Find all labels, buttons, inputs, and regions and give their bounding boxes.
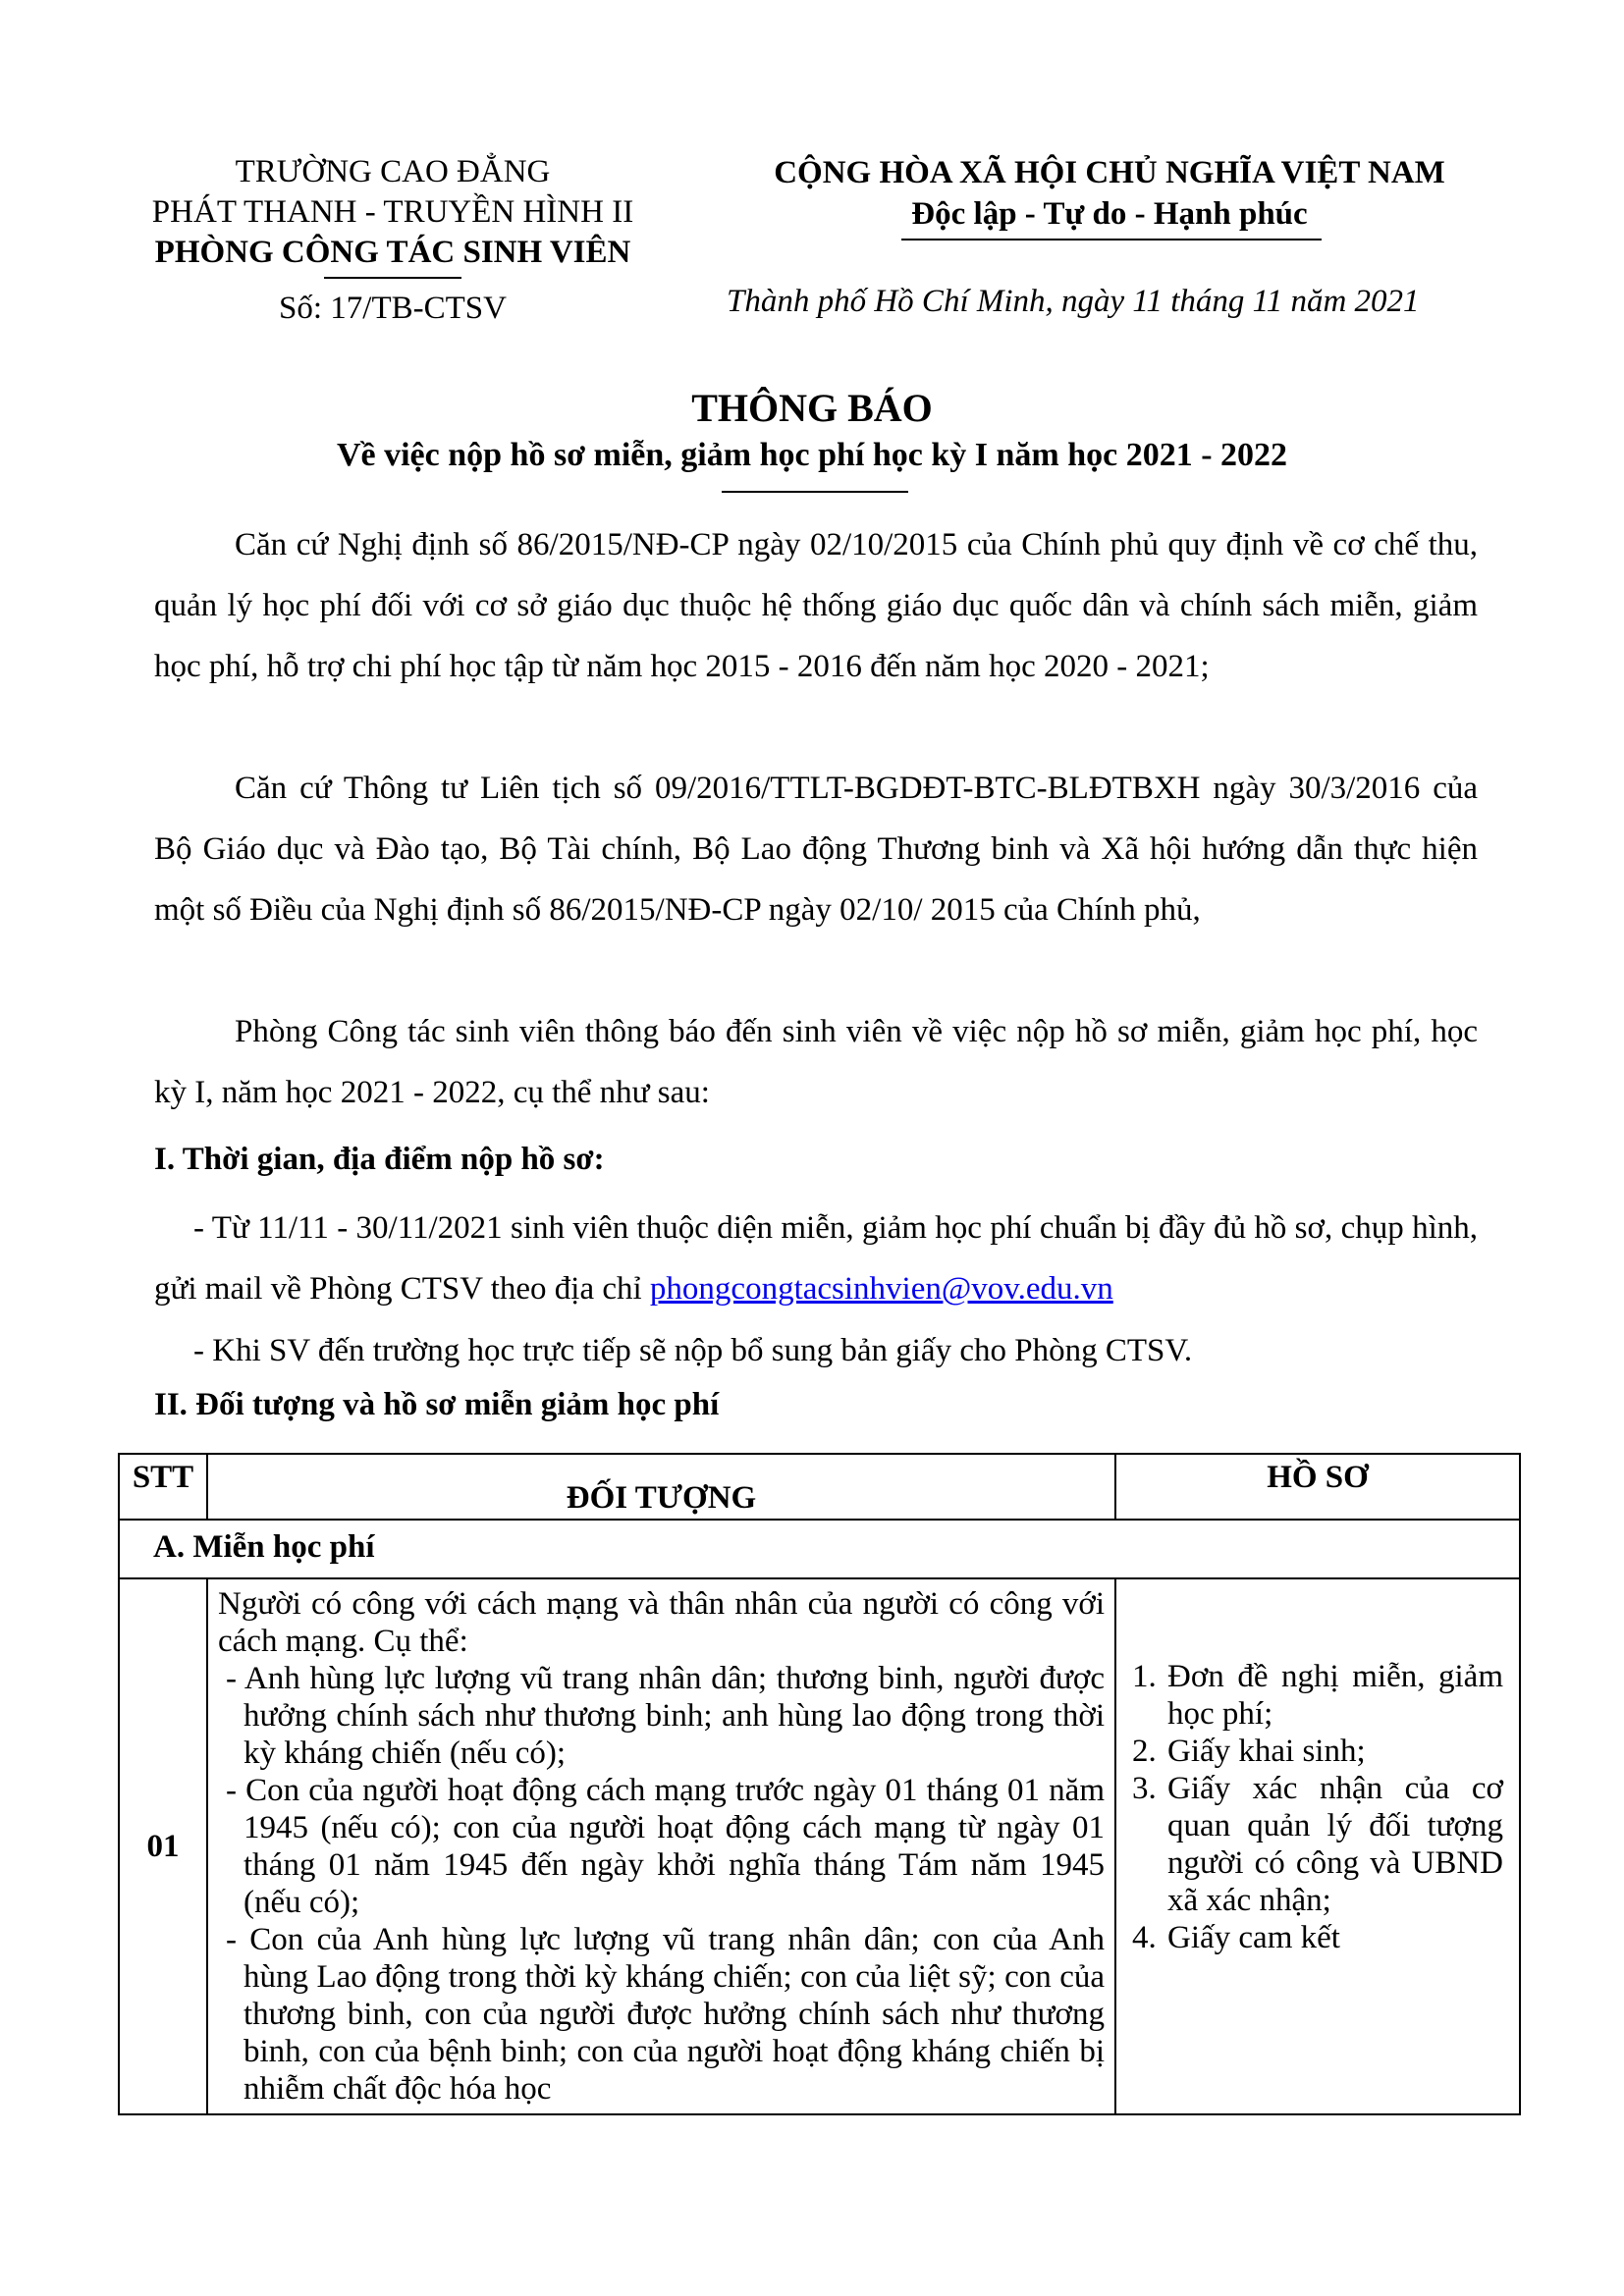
beneficiary-item: - Anh hùng lực lượng vũ trang nhân dân; thương binh, người được hưởng chính sách như thương binh; anh hùng lao động trong thời kỳ kháng chiến (nếu có); [226,1661,1105,1771]
document-item-number: 1. [1132,1659,1157,1694]
beneficiary-intro: Người có công với cách mạng và thân nhân của người có công với cách mạng. Cụ thể: [218,1586,1105,1659]
beneficiary-item: - Con của Anh hùng lực lượng vũ trang nhân dân; con của Anh hùng Lao động trong thời kỳ kháng chiến; con của liệt sỹ; con của thương binh, con của người được hưởng chính sách như thương binh, con của bệnh binh; con của người hoạt động kháng chiến bị nhiễm chất độc hóa học [226,1922,1105,2107]
table-header-row [119,1454,1520,1520]
document-item-text: Giấy khai sinh; [1167,1734,1366,1769]
beneficiary-item: - Con của người hoạt động cách mạng trước ngày 01 tháng 01 năm 1945 (nếu có); con của người hoạt động cách mạng từ ngày 01 tháng 01 năm 1945 đến ngày khởi nghĩa tháng Tám năm 1945 (nếu có); [226,1773,1105,1920]
paragraph-circular: Căn cứ Thông tư Liên tịch số 09/2016/TTLT-BGDĐT-BTC-BLĐTBXH ngày 30/3/2016 của Bộ Giáo dục và Đào tạo, Bộ Tài chính, Bộ Lao động Thương binh và Xã hội hướng dẫn thực hiện một số Điều của Nghị định số 86/2015/NĐ-CP ngày 02/10/ 2015 của Chính phủ, [154,771,1478,928]
nation-name: CỘNG HÒA XÃ HỘI CHỦ NGHĨA VIỆT NAM [774,155,1445,190]
section-a-label: A. Miễn học phí [119,1520,1520,1578]
document-number: Số: 17/TB-CTSV [279,291,507,326]
bullet-submission-text: - Từ 11/11 - 30/11/2021 sinh viên thuộc diện miễn, giảm học phí chuẩn bị đầy đủ hồ sơ, chụp hình, gửi mail về Phòng CTSV theo địa chỉ [154,1210,1478,1307]
table-row [119,1578,1520,2114]
document-item-text: Giấy cam kết [1167,1920,1340,1955]
place-and-date: Thành phố Hồ Chí Minh, ngày 11 tháng 11 năm 2021 [727,284,1420,319]
document-item-number: 2. [1132,1734,1157,1769]
beneficiary-description [207,1578,1115,2114]
section-1-heading: I. Thời gian, địa điểm nộp hồ sơ: [154,1142,605,1177]
document-item [1132,1770,1503,1919]
beneficiary-table [118,1453,1521,2115]
bullet-submission-period [154,1198,1478,1319]
document-item-text: Đơn đề nghị miễn, giảm học phí; [1167,1659,1503,1732]
national-heading [692,152,1527,235]
document-item-number: 3. [1132,1771,1157,1806]
row-number: 01 [119,1578,207,2114]
document-item-number: 4. [1132,1920,1157,1955]
title-underline [722,491,908,493]
paragraph-decree: Căn cứ Nghị định số 86/2015/NĐ-CP ngày 02/10/2015 của Chính phủ quy định về cơ chế thu, quản lý học phí đối với cơ sở giáo dục thuộc hệ thống giáo dục quốc dân và chính sách miễn, giảm học phí, hỗ trợ chi phí học tập từ năm học 2015 - 2016 đến năm học 2020 - 2021; [154,527,1478,684]
required-documents [1115,1578,1520,2114]
org-underline [324,277,461,279]
document-item [1132,1919,1503,1956]
paragraph-announcement: Phòng Công tác sinh viên thông báo đến sinh viên về việc nộp hồ sơ miễn, giảm học phí, học kỳ I, năm học 2021 - 2022, cụ thể như sau: [154,1014,1478,1110]
document-item [1132,1658,1503,1733]
header-stt: STT [119,1454,207,1520]
email-link[interactable]: phongcongtacsinhvien@vov.edu.vn [649,1271,1113,1307]
org-line-3: PHÒNG CÔNG TÁC SINH VIÊN [154,235,631,270]
issuing-organization [98,152,687,329]
document-title: THÔNG BÁO [691,386,933,430]
document-item-text: Giấy xác nhận của cơ quan quản lý đối tượng người có công và UBND xã xác nhận; [1167,1771,1503,1918]
document-subtitle: Về việc nộp hồ sơ miễn, giảm học phí học kỳ I năm học 2021 - 2022 [336,437,1288,473]
section-2-heading: II. Đối tượng và hồ sơ miễn giảm học phí [154,1387,720,1422]
table-section-row [119,1520,1520,1578]
header-ho-so: HỒ SƠ [1115,1454,1520,1520]
org-line-2: PHÁT THANH - TRUYỀN HÌNH II [151,194,634,230]
document-item [1132,1733,1503,1770]
national-motto: Độc lập - Tự do - Hạnh phúc [911,196,1308,232]
motto-underline [901,239,1322,240]
org-line-1: TRƯỜNG CAO ĐẲNG [235,154,551,189]
bullet-paper-copy: - Khi SV đến trường học trực tiếp sẽ nộp bổ sung bản giấy cho Phòng CTSV. [193,1333,1193,1368]
header-doi-tuong: ĐỐI TƯỢNG [207,1454,1115,1520]
